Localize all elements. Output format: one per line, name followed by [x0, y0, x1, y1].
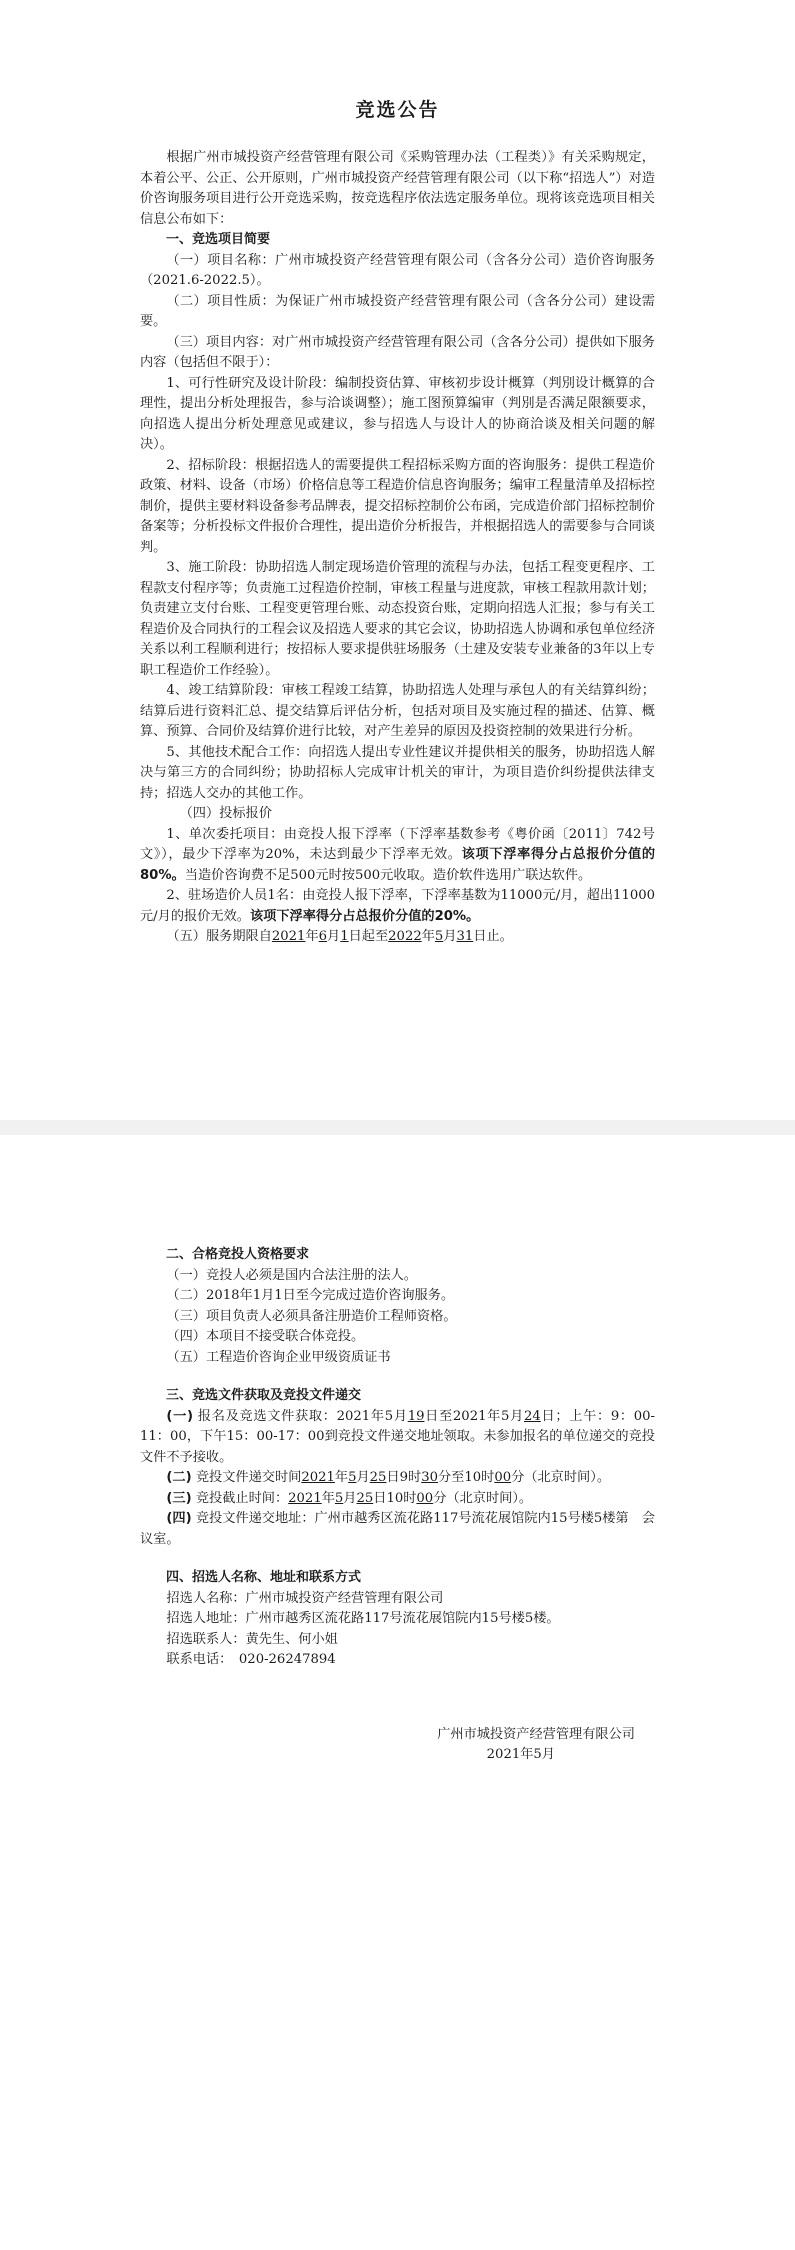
- project-nature: （二）项目性质：为保证广州市城投资产经营管理有限公司（含各分公司）建设需要。: [140, 293, 655, 329]
- section-3-heading: 三、竞选文件获取及竞投文件递交: [166, 1388, 362, 1403]
- project-content: （三）项目内容：对广州市城投资产经营管理有限公司（含各分公司）提供如下服务内容（包括但不限于）：: [140, 334, 655, 370]
- qualification-item: （二）2018年1月1日至今完成过造价咨询服务。: [166, 1288, 455, 1303]
- intro-paragraph: 根据广州市城投资产经营管理有限公司《采购管理办法（工程类）》有关采购规定，本着公平、公正、公开原则，广州市城投资产经营管理有限公司（以下称“招选人”）对造价咨询服务项目进行公开竞选采购，按竞选程序依法选定服务单位。现将该竞选项目相关信息公布如下：: [140, 150, 655, 227]
- submission-time: (二) 竞投文件递交时间2021年5月25日9时30分至10时00分（北京时间）。: [166, 1470, 611, 1485]
- stage-construction: 3、施工阶段：协助招选人制定现场造价管理的流程与办法，包括工程变更程序、工程款支付程序等；负责施工过程造价控制，审核工程量与进度款，审核工程款用款计划；负责建立支付台账、工程变更管理台账、动态投资台账，定期向招选人汇报；参与有关工程造价及合同执行的工程会议及招选人要求的其它会议，协助招选人协调和承包单位经济关系以利工程顺利进行；按招标人要求提供驻场服务（土建及安装专业兼备的3年以上专职工程造价工作经验）。: [140, 560, 655, 678]
- contact-address: 招选人地址：广州市越秀区流花路117号流花展馆院内15号楼5楼。: [166, 1611, 560, 1626]
- stage-tendering: 2、招标阶段：根据招选人的需要提供工程招标采购方面的咨询服务：提供工程造价政策、材料、设备（市场）价格信息等工程造价信息咨询服务；编审工程量清单及招标控制价，提供主要材料设备参考品牌表，提交招标控制价公布函，完成造价部门招标控制价备案等；分析投标文件报价合理性，提出造价分析报告，并根据招选人的需要参与合同谈判。: [140, 457, 655, 555]
- qualification-item: （三）项目负责人必须具备注册造价工程师资格。: [166, 1308, 457, 1324]
- bid-price-item-2: [140, 886, 655, 927]
- deadline-time: (三) 竞投截止时间：2021年5月25日10时00分（北京时间）。: [166, 1490, 533, 1506]
- stage-feasibility: 1、可行性研究及设计阶段：编制投资估算、审核初步设计概算（判別设计概算的合理性，提出分析处理报告，参与洽谈调整）；施工图预算编审（判別是否满足限额要求，向招选人提出分析处理意见或建议，参与招选人与设计人的协商洽谈及相关问题的解决）。: [140, 375, 655, 452]
- signature-company: 广州市城投资产经营管理有限公司: [437, 1726, 635, 1742]
- section-4-heading: 四、招选人名称、地址和联系方式: [166, 1570, 362, 1585]
- bid-item-1-text: 1、单次委托项目：由竞投人报下浮率（下浮率基数参考《粤价函〔2011〕742号文》），最少下浮率为20%，未达到最少下浮率无效。: [140, 826, 655, 862]
- bid-item-2-text: 2、驻场造价人员1名：由竞投人报下浮率，下浮率基数为11000元/月，超出11000元/月的报价无效。: [140, 888, 655, 924]
- project-name: （一）项目名称：广州市城投资产经营管理有限公司（含各分公司）造价咨询服务（2021.6-2022.5）。: [140, 252, 655, 288]
- registration-info: (一) 报名及竞选文件获取：2021年5月19日至2021年5月24日；上午：9：00-11：00，下午15：00-17：00到竞投文件递交地址领取。未参加报名的单位递交的竞投文件不予接收。: [140, 1408, 655, 1465]
- bid-price-heading: （四）投标报价: [179, 806, 272, 821]
- document-page-2: [0, 1135, 795, 2250]
- section-2-heading: 二、合格竞投人资格要求: [166, 1247, 310, 1262]
- document-title: 竞选公告: [355, 99, 440, 121]
- contact-person: 招选联系人：黄先生、何小姐: [166, 1631, 338, 1647]
- bid-item-2-weight: 该项下浮率得分占总报价分值的20%。: [249, 908, 480, 924]
- signature-date: 2021年5月: [486, 1747, 555, 1762]
- document-page-1: [0, 0, 795, 1120]
- contact-name: 招选人名称：广州市城投资产经营管理有限公司: [166, 1590, 444, 1606]
- bid-price-item-1: [140, 825, 655, 887]
- service-period: （五）服务期限自2021年6月1日起至2022年5月31日止。: [166, 929, 513, 944]
- stage-settlement: 4、竣工结算阶段：审核工程竣工结算，协助招选人处理与承包人的有关结算纠纷；结算后进行资料汇总、提交结算后评估分析，包括对项目及实施过程的描述、估算、概算、预算、合同价及结算价进行比较，对产生差异的原因及投资控制的效果进行分析。: [140, 683, 655, 739]
- stage-other: 5、其他技术配合工作：向招选人提出专业性建议并提供相关的服务，协助招选人解决与第三方的合同纠纷；协助招标人完成审计机关的审计，为项目造价纠纷提供法律支持；招选人交办的其他工作。: [140, 744, 655, 801]
- contact-phone: 联系电话： 020-26247894: [166, 1652, 336, 1667]
- submission-address: (四) 竞投文件递交地址：广州市越秀区流花路117号流花展馆院内15号楼5楼第 会议室。: [140, 1511, 655, 1547]
- bid-item-1-weight: 该项下浮率得分占总报价分值的80%。: [140, 847, 656, 883]
- qualification-item: （四）本项目不接受联合体竞投。: [166, 1329, 365, 1344]
- section-1-heading: 一、竞选项目简要: [166, 232, 271, 247]
- qualification-item: （一）竞投人必须是国内合法注册的法人。: [166, 1267, 417, 1283]
- bid-item-1-note: 当造价咨询费不足500元时按500元收取。造价软件选用广联达软件。: [184, 867, 592, 883]
- qualification-item: （五）工程造价咨询企业甲级资质证书: [166, 1349, 391, 1365]
